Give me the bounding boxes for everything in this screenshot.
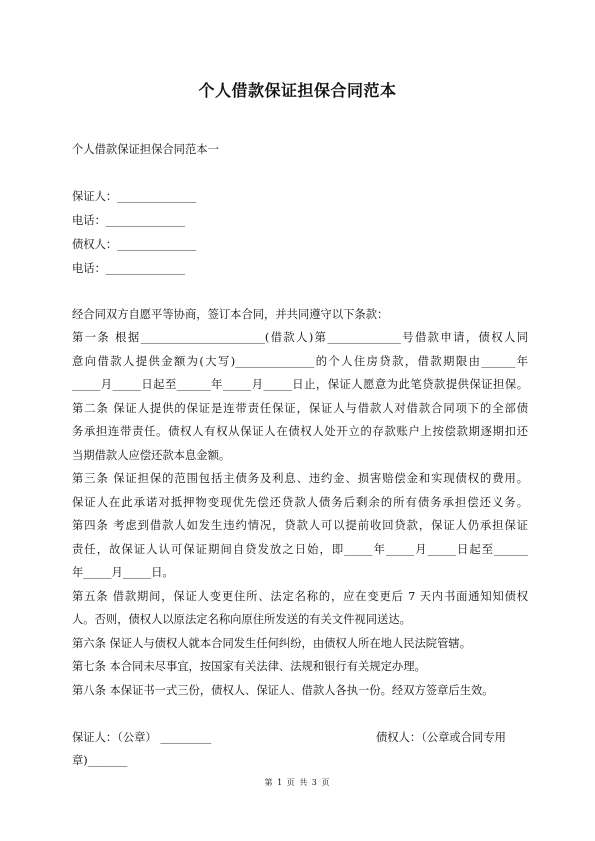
creditor-field: 债权人：______________	[72, 238, 197, 251]
article-3-line-1: 第三条 保证担保的范围包括主债务及利息、违约金、损害赔偿金和实现债权的费用。	[72, 472, 528, 485]
guarantor-signature: 保证人：（公章） _________	[72, 731, 212, 744]
document-subtitle: 个人借款保证担保合同范本一	[72, 143, 219, 156]
page-number: 第 1 页 共 3 页	[264, 778, 331, 787]
article-4-line-1: 第四条 考虑到借款人如发生违约情况，贷款人可以提前收回贷款，保证人仍承担保证	[72, 519, 528, 532]
article-4-line-3: 年_____月_____日。	[72, 566, 174, 579]
article-7: 第七条 本合同未尽事宜，按国家有关法律、法规和银行有关规定办理。	[72, 660, 426, 673]
creditor-phone-field: 电话：______________	[72, 262, 185, 275]
article-1-line-3: _____月_____日起至______年_____月_____日止，保证人愿意为此笔贷款提供保证担保。	[72, 378, 528, 391]
article-8: 第八条 本保证书一式三份，债权人、保证人、借款人各执一份。经双方签章后生效。	[72, 684, 494, 697]
document-title: 个人借款保证担保合同范本	[198, 81, 397, 100]
creditor-signature: 债权人：（公章或合同专用	[376, 731, 506, 744]
article-1-line-1: 第一条 根据______________________(借款人)第_____________号借款申请，债权人同	[72, 331, 528, 344]
article-2-line-3: 当期借款人应偿还款本息金额。	[72, 449, 231, 462]
guarantor-phone-field: 电话：______________	[72, 214, 185, 227]
article-3-line-2: 保证人在此承诺对抵押物变现优先偿还贷款人债务后剩余的所有债务承担偿还义务。	[72, 496, 528, 509]
intro-paragraph: 经合同双方自愿平等协商，签订本合同，并共同遵守以下条款：	[72, 308, 389, 321]
article-5-line-1: 第五条 借款期间，保证人变更住所、法定名称的，应在变更后 7 天内书面通知知债权	[72, 590, 528, 603]
creditor-signature-continuation: 章)_______	[72, 754, 128, 767]
article-4-line-2: 责任，故保证人认可保证期间自贷发放之日始，即_____年_____月_____日起至______	[72, 543, 528, 556]
article-2-line-1: 第二条 保证人提供的保证是连带责任保证，保证人与借款人对借款合同项下的全部债	[72, 402, 528, 415]
article-2-line-2: 务承担连带责任。债权人有权从保证人在债权人处开立的存款账户上按偿款期逐期扣还	[72, 425, 528, 438]
article-1-line-2: 意向借款人提供金额为(大写)______________的个人住房贷款，借款期限由______年	[72, 355, 528, 368]
article-5-line-2: 人。否则，债权人以原法定名称向原住所发送的有关文件视同送达。	[72, 613, 411, 626]
guarantor-field: 保证人：______________	[72, 190, 197, 203]
article-6: 第六条 保证人与债权人就本合同发生任何纠纷，由债权人所在地人民法院管辖。	[72, 637, 471, 650]
